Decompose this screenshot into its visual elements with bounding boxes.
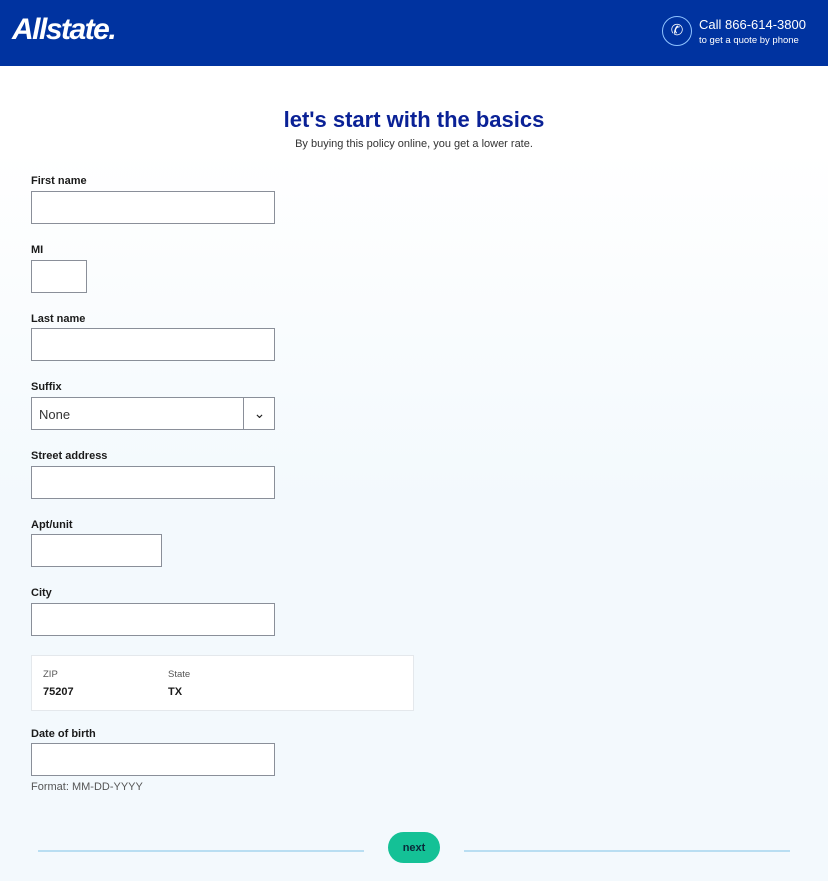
divider-left (38, 850, 364, 852)
first-name-label: First name (31, 175, 87, 187)
call-subtext: to get a quote by phone (699, 35, 799, 46)
state-label: State (168, 669, 191, 680)
zip-value: 75207 (43, 686, 74, 698)
suffix-label: Suffix (31, 381, 62, 393)
city-input[interactable] (31, 603, 275, 636)
zip-state-summary (31, 655, 414, 711)
page-subtitle: By buying this policy online, you get a lower rate. (295, 138, 533, 150)
call-phone-link[interactable]: Call 866-614-3800 (699, 17, 806, 32)
suffix-value: None (39, 407, 71, 422)
apt-unit-label: Apt/unit (31, 519, 73, 531)
state-value: TX (168, 686, 183, 698)
last-name-input[interactable] (31, 328, 275, 361)
first-name-input[interactable] (31, 191, 275, 224)
city-label: City (31, 587, 52, 599)
dob-label: Date of birth (31, 728, 96, 740)
chevron-down-icon[interactable]: ⌄ (243, 398, 275, 429)
allstate-logo[interactable]: Allstate. (12, 13, 116, 46)
mi-input[interactable] (31, 260, 87, 293)
divider-right (464, 850, 790, 852)
dob-input[interactable] (31, 743, 275, 776)
zip-label: ZIP (43, 669, 58, 680)
street-address-input[interactable] (31, 466, 275, 499)
phone-icon[interactable]: ✆ (662, 16, 692, 46)
mi-label: MI (31, 244, 44, 256)
dob-format-hint: Format: MM-DD-YYYY (31, 781, 143, 793)
header (0, 0, 828, 66)
apt-unit-input[interactable] (31, 534, 162, 567)
next-button[interactable]: next (388, 832, 440, 863)
suffix-select[interactable] (31, 397, 275, 430)
last-name-label: Last name (31, 313, 86, 325)
street-address-label: Street address (31, 450, 108, 462)
page-title: let's start with the basics (283, 107, 545, 132)
